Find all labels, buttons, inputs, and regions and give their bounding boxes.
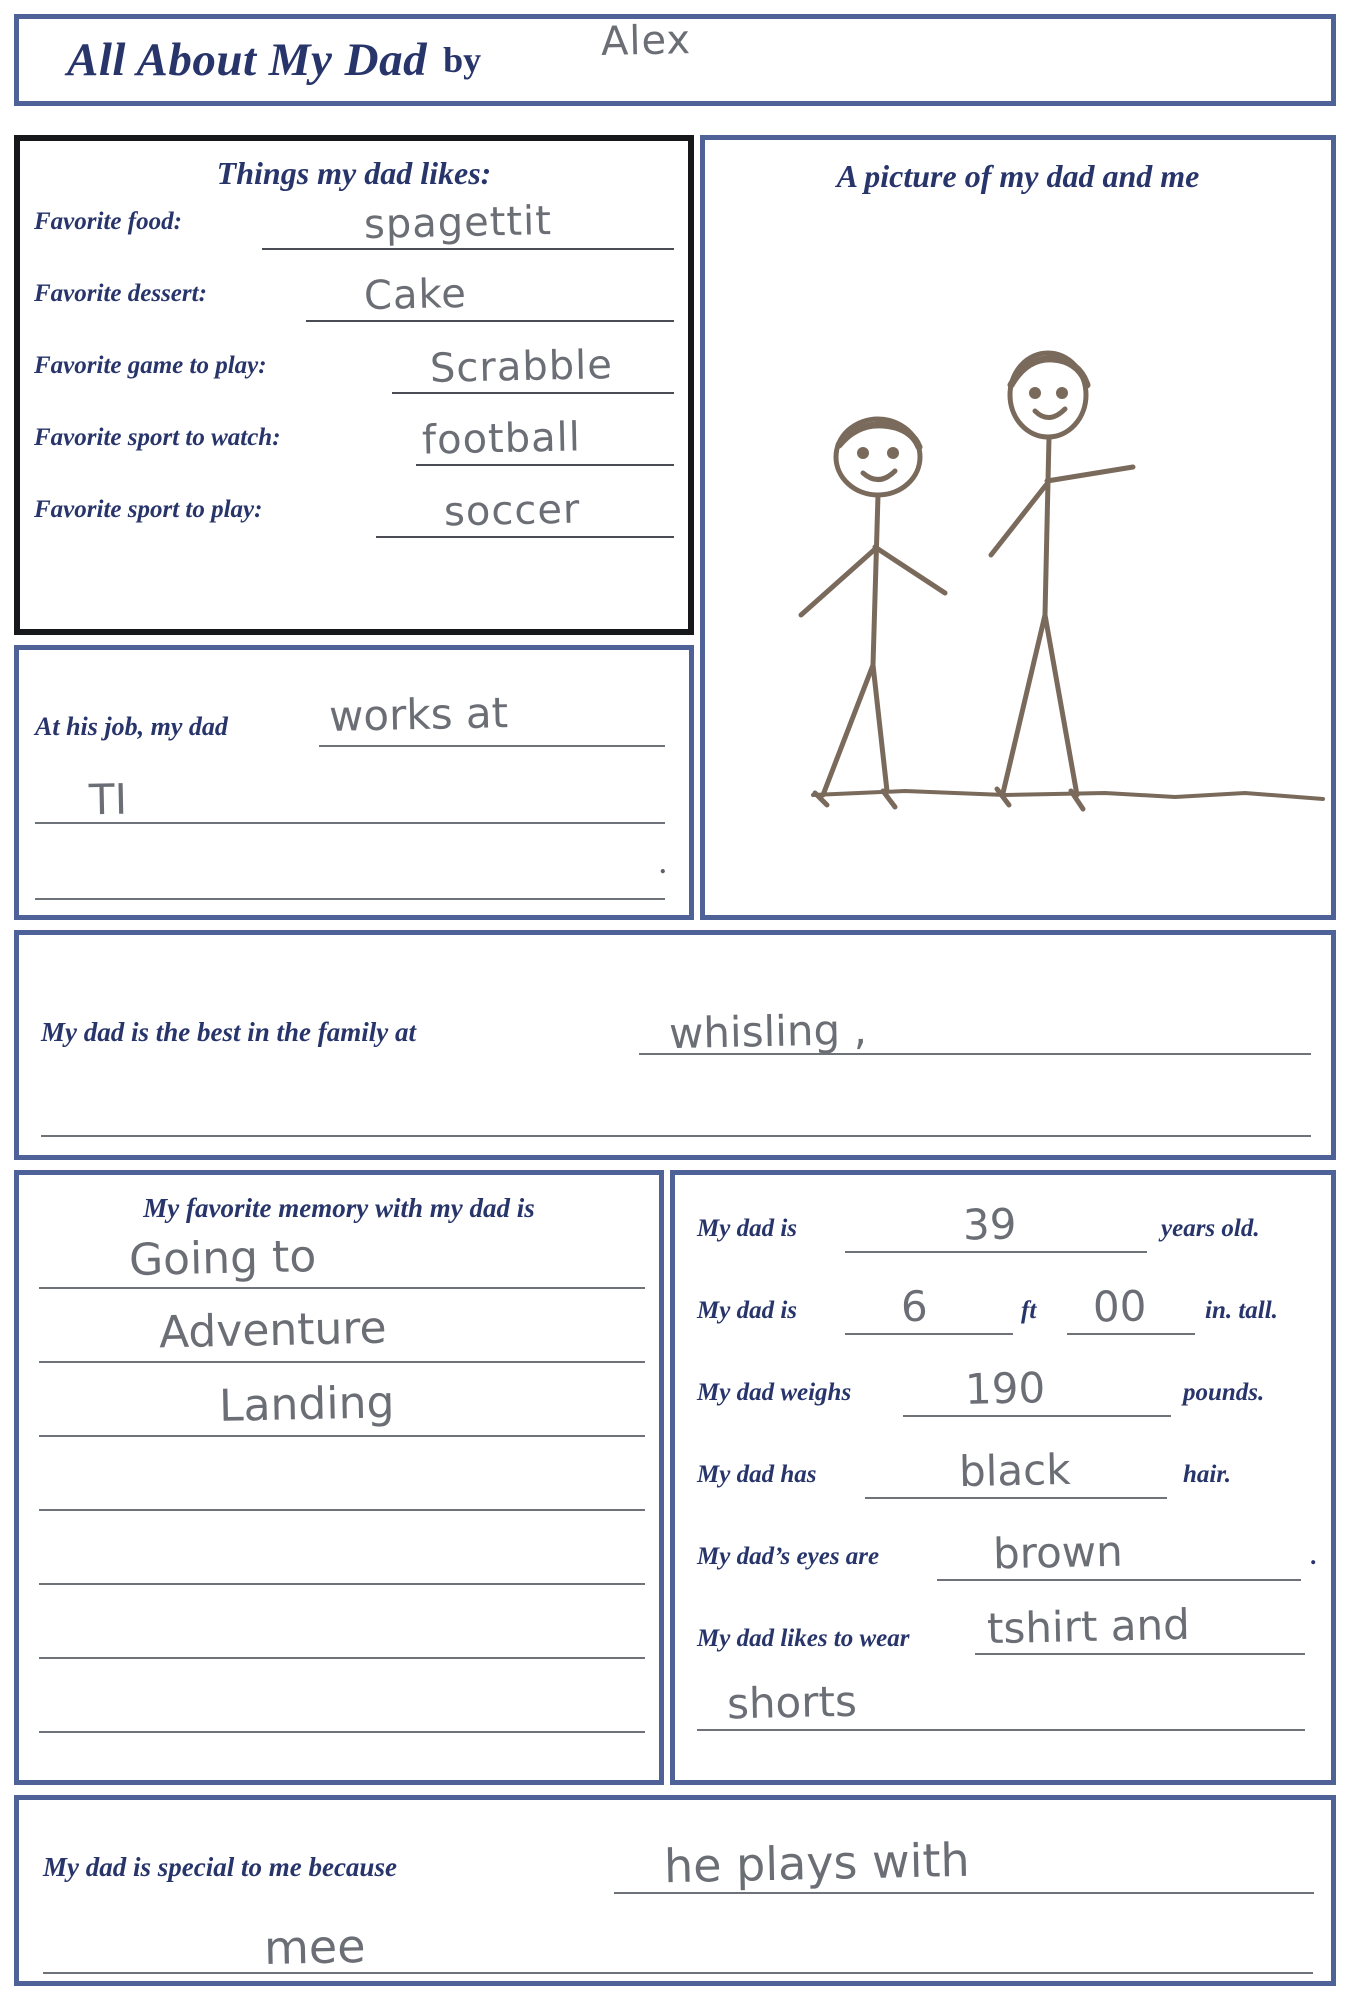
favorite-sport-watch-value: football	[421, 414, 582, 464]
height-in-value: 00	[1092, 1281, 1147, 1332]
favorite-food-rule	[262, 248, 674, 250]
age-value: 39	[962, 1199, 1017, 1250]
likes-row[interactable]	[34, 480, 674, 552]
weight-rule	[903, 1415, 1171, 1417]
favorite-game-label: Favorite game to play:	[34, 352, 267, 379]
likes-row[interactable]	[34, 264, 674, 336]
author-name: Alex	[600, 17, 692, 65]
job-period: .	[660, 850, 667, 879]
height-in-rule	[1067, 1333, 1195, 1335]
likes-row[interactable]	[34, 408, 674, 480]
best-at-rule-2	[41, 1135, 1311, 1137]
hair-value: black	[958, 1444, 1071, 1497]
best-at-label: My dad is the best in the family at	[41, 1017, 416, 1047]
wear-value-line-2: shorts	[726, 1676, 858, 1729]
picture-box[interactable]	[700, 135, 1336, 920]
job-rule-1	[319, 745, 665, 747]
memory-rule	[39, 1657, 645, 1659]
job-rule-2	[35, 822, 665, 824]
memory-rule	[39, 1509, 645, 1511]
favorite-dessert-value: Cake	[363, 270, 468, 320]
eyes-rule	[937, 1579, 1301, 1581]
wear-rule-2	[697, 1729, 1305, 1731]
picture-heading: A picture of my dad and me	[836, 158, 1200, 194]
height-label: My dad is	[697, 1297, 797, 1324]
weight-label: My dad weighs	[697, 1379, 852, 1406]
best-at-value: whisling ,	[668, 1004, 868, 1059]
weight-suffix: pounds.	[1183, 1379, 1265, 1406]
job-rule-3	[35, 898, 665, 900]
favorite-sport-play-value: soccer	[443, 486, 581, 536]
favorite-sport-play-label: Favorite sport to play:	[34, 496, 263, 523]
memory-rule	[39, 1287, 645, 1289]
memory-rule	[39, 1583, 645, 1585]
job-value-line-2: TI	[88, 774, 128, 825]
hair-suffix: hair.	[1183, 1461, 1231, 1488]
eyes-value: brown	[992, 1526, 1124, 1579]
special-value-line-1: he plays with	[663, 1832, 971, 1894]
height-ft-rule	[845, 1333, 1013, 1335]
likes-row[interactable]	[34, 192, 674, 264]
stat-row-hair[interactable]	[675, 1435, 1331, 1517]
memory-value-line-1: Going to	[128, 1231, 317, 1286]
title-bar	[14, 14, 1336, 106]
favorite-sport-play-rule	[376, 536, 674, 538]
hair-label: My dad has	[697, 1461, 817, 1488]
special-value-line-2: mee	[263, 1918, 366, 1976]
height-ft-value: 6	[900, 1281, 929, 1332]
favorite-game-rule	[392, 392, 674, 394]
age-suffix: years old.	[1161, 1215, 1260, 1242]
by-label: by	[443, 40, 482, 80]
stats-box[interactable]	[670, 1170, 1336, 1785]
page-title: All About My Dad	[67, 34, 428, 86]
stat-row-eyes[interactable]	[675, 1517, 1331, 1599]
special-label: My dad is special to me because	[43, 1852, 397, 1882]
memory-rule	[39, 1361, 645, 1363]
child-drawing	[705, 195, 1331, 915]
likes-row[interactable]	[34, 336, 674, 408]
age-label: My dad is	[697, 1215, 797, 1242]
wear-rule-1	[975, 1653, 1305, 1655]
wear-value-line-1: tshirt and	[986, 1599, 1191, 1654]
likes-heading: Things my dad likes:	[216, 155, 492, 191]
favorite-dessert-label: Favorite dessert:	[34, 280, 207, 307]
likes-box	[14, 135, 694, 635]
stat-row-weight[interactable]	[675, 1353, 1331, 1435]
favorite-food-value: spagettit	[363, 198, 553, 248]
memory-value-line-2: Adventure	[158, 1302, 388, 1359]
stat-row-height[interactable]	[675, 1271, 1331, 1353]
wear-label: My dad likes to wear	[697, 1625, 910, 1652]
special-box[interactable]	[14, 1795, 1336, 1986]
memory-rule	[39, 1435, 645, 1437]
job-value-line-1: works at	[328, 688, 509, 741]
special-rule-2	[43, 1972, 1313, 1974]
hair-rule	[865, 1497, 1167, 1499]
memory-box[interactable]	[14, 1170, 664, 1785]
stat-row-wear[interactable]	[675, 1599, 1331, 1749]
favorite-sport-watch-label: Favorite sport to watch:	[34, 424, 281, 451]
eyes-suffix: .	[1311, 1543, 1318, 1570]
memory-value-line-3: Landing	[218, 1377, 395, 1432]
favorite-sport-watch-rule	[416, 464, 674, 466]
memory-heading: My favorite memory with my dad is	[143, 1193, 535, 1223]
memory-rule	[39, 1731, 645, 1733]
favorite-food-label: Favorite food:	[34, 208, 182, 235]
job-label: At his job, my dad	[35, 712, 228, 741]
height-ft-unit: ft	[1021, 1297, 1037, 1324]
favorite-dessert-rule	[306, 320, 674, 322]
age-rule	[845, 1251, 1147, 1253]
job-box[interactable]	[14, 645, 694, 920]
stat-row-age[interactable]	[675, 1189, 1331, 1271]
eyes-label: My dad’s eyes are	[697, 1543, 880, 1570]
favorite-game-value: Scrabble	[429, 342, 614, 392]
special-rule-1	[614, 1892, 1314, 1894]
height-suffix: in. tall.	[1205, 1297, 1278, 1324]
best-at-box[interactable]	[14, 930, 1336, 1160]
weight-value: 190	[964, 1363, 1046, 1414]
